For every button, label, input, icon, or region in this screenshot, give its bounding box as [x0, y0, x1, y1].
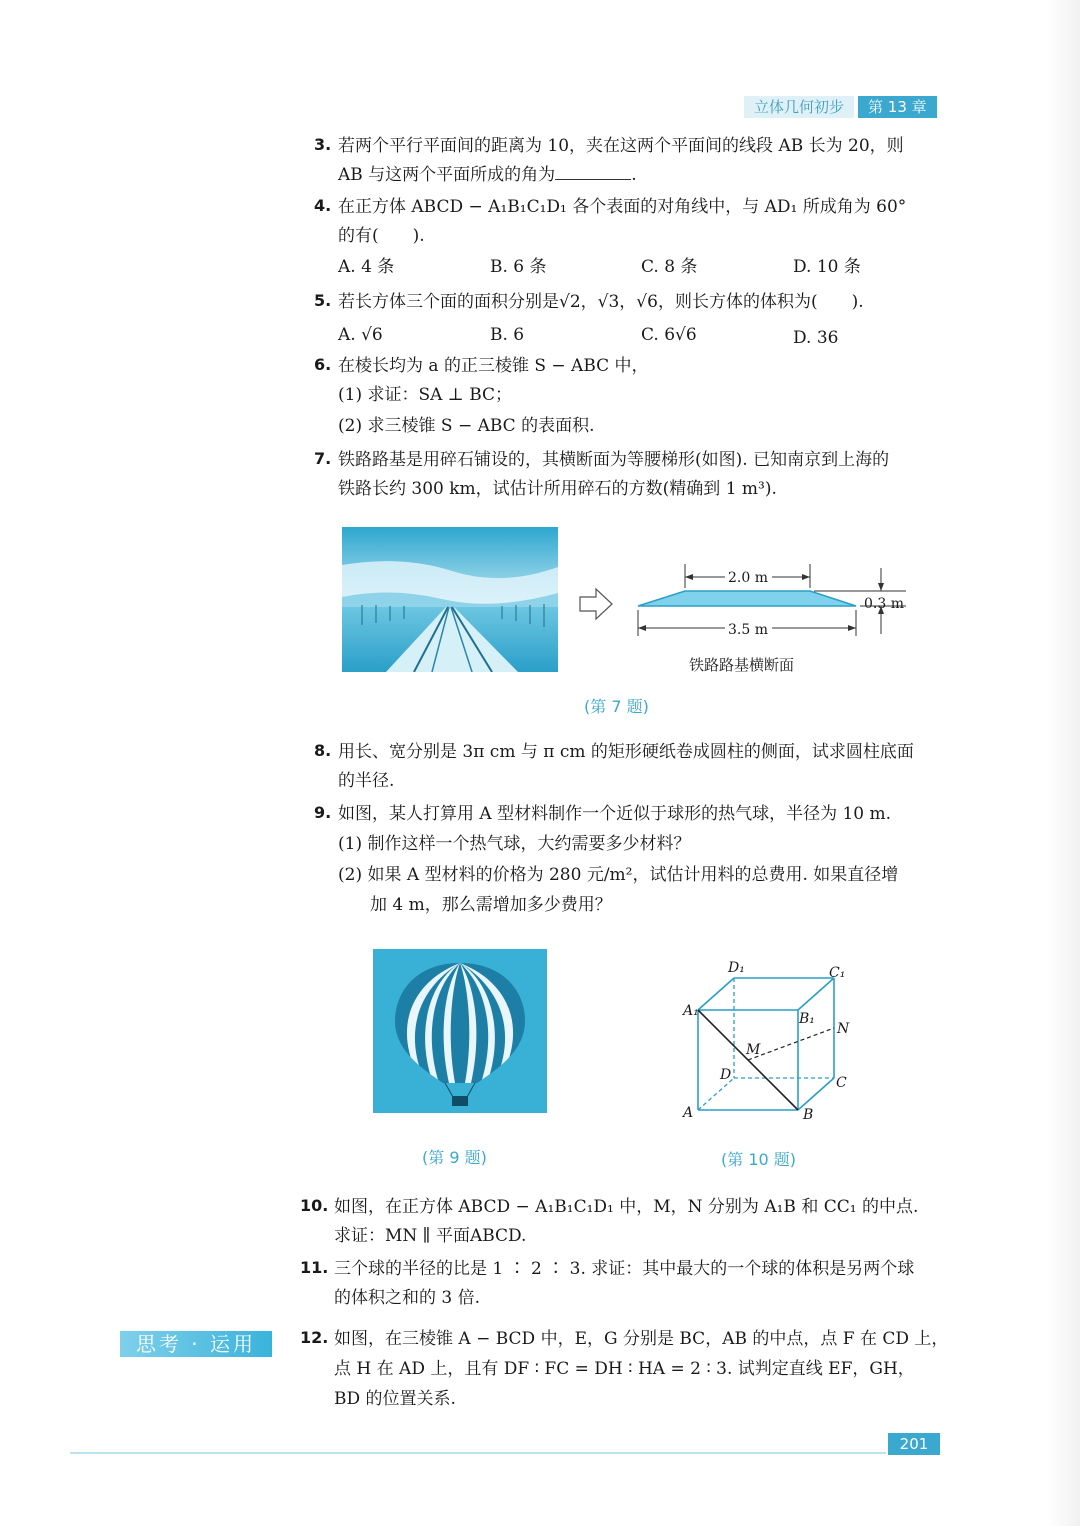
- point-m-label: M: [746, 1042, 761, 1058]
- sub-question-1: (1) 求证：SA ⊥ BC；: [338, 385, 513, 405]
- bottom-width-label: 3.5 m: [728, 622, 768, 638]
- point-n-label: N: [837, 1021, 850, 1037]
- question-number: 9.: [314, 803, 332, 822]
- question-text: BD 的位置关系.: [334, 1389, 456, 1409]
- vertex-a-label: A: [683, 1105, 694, 1121]
- vertex-a1-label: A₁: [683, 1003, 699, 1019]
- railway-image: [342, 527, 558, 672]
- sub-question-2: (2) 如果 A 型材料的价格为 280 元/m²，试估计用料的总费用. 如果直径增: [338, 865, 899, 885]
- question-text: 用长、宽分别是 3π cm 与 π cm 的矩形硬纸卷成圆柱的侧面，试求圆柱底面: [338, 742, 914, 762]
- chapter-header: [744, 96, 937, 118]
- figure-label: 铁路路基横断面: [689, 656, 795, 674]
- question-number: 6.: [314, 355, 332, 374]
- option-b: B. 6 条: [490, 257, 547, 277]
- vertex-d-label: D: [720, 1067, 732, 1083]
- question-text: 在正方体 ABCD − A₁B₁C₁D₁ 各个表面的对角线中，与 AD₁ 所成角为 60°: [338, 197, 907, 217]
- figure-caption-7: (第 7 题): [584, 697, 649, 716]
- sub-question-2: (2) 求三棱锥 S − ABC 的表面积.: [338, 416, 595, 436]
- top-width-label: 2.0 m: [728, 570, 768, 586]
- question-text: 求证：MN ∥ 平面ABCD.: [334, 1226, 527, 1246]
- question-text: 铁路路基是用碎石铺设的，其横断面为等腰梯形(如图). 已知南京到上海的: [338, 450, 890, 470]
- vertex-d1-label: D₁: [728, 960, 745, 976]
- option-b: B. 6: [490, 325, 525, 345]
- sub-question-1: (1) 制作这样一个热气球，大约需要多少材料？: [338, 834, 691, 854]
- arrow-right-icon: [578, 586, 614, 622]
- railway-photo: [342, 527, 558, 672]
- option-c: C. 6√6: [641, 325, 697, 345]
- option-d: D. 36: [793, 328, 839, 348]
- page-edge-shadow: [1048, 0, 1080, 1526]
- question-text: 若两个平行平面间的距离为 10，夹在这两个平面间的线段 AB 长为 20，则: [338, 136, 904, 156]
- question-text: 如图，某人打算用 A 型材料制作一个近似于球形的热气球，半径为 10 m.: [338, 804, 892, 824]
- vertex-b-label: B: [803, 1107, 814, 1123]
- page-number: 201: [888, 1433, 940, 1455]
- question-number: 12.: [300, 1328, 329, 1347]
- hot-air-balloon-image: [373, 949, 547, 1113]
- question-number: 3.: [314, 135, 332, 154]
- option-d: D. 10 条: [793, 257, 861, 277]
- question-text: 的有( ).: [338, 226, 425, 246]
- vertex-c1-label: C₁: [829, 965, 846, 981]
- question-number: 10.: [300, 1196, 329, 1215]
- question-text: 若长方体三个面的面积分别是√2，√3，√6，则长方体的体积为( ).: [338, 292, 864, 312]
- vertex-c-label: C: [836, 1075, 847, 1091]
- height-label: 0.3 m: [864, 596, 904, 612]
- header-title: 立体几何初步: [744, 96, 854, 118]
- question-text: 三个球的半径的比是 1 ∶ 2 ∶ 3. 求证：其中最大的一个球的体积是另两个球: [334, 1259, 915, 1279]
- sub-question-2-cont: 加 4 m，那么需增加多少费用？: [370, 895, 612, 915]
- question-text: 点 H 在 AD 上，且有 DF ∶ FC = DH ∶ HA = 2 ∶ 3. 试判定直线 EF，GH，: [334, 1359, 915, 1379]
- question-number: 5.: [314, 291, 332, 310]
- answer-blank: [555, 165, 631, 180]
- question-text: 如图，在正方体 ABCD − A₁B₁C₁D₁ 中，M，N 分别为 A₁B 和 CC₁ 的中点.: [334, 1197, 919, 1217]
- question-text: 如图，在三棱锥 A − BCD 中，E，G 分别是 BC，AB 的中点，点 F 在 CD 上，: [334, 1329, 949, 1349]
- header-chapter: 第 13 章: [858, 96, 937, 118]
- question-number: 8.: [314, 741, 332, 760]
- question-number: 4.: [314, 196, 332, 215]
- question-text: 在棱长均为 a 的正三棱锥 S − ABC 中，: [338, 356, 649, 376]
- footer-rule: [70, 1452, 886, 1454]
- section-tag: 思考 · 运用: [120, 1331, 272, 1357]
- question-text: [338, 164, 637, 186]
- question-text-part: AB 与这两个平面所成的角为: [338, 165, 556, 185]
- figure-caption-9: (第 9 题): [422, 1148, 487, 1167]
- option-a: A. √6: [338, 325, 383, 345]
- question-number: 7.: [314, 449, 332, 468]
- figure-caption-10: (第 10 题): [721, 1150, 797, 1169]
- question-text-part: .: [631, 165, 637, 185]
- balloon-photo: [373, 949, 547, 1113]
- question-text: 铁路长约 300 km，试估计所用碎石的方数(精确到 1 m³).: [338, 479, 777, 499]
- vertex-b1-label: B₁: [799, 1011, 815, 1027]
- question-number: 11.: [300, 1258, 329, 1277]
- option-a: A. 4 条: [338, 257, 395, 277]
- question-text: 的体积之和的 3 倍.: [334, 1288, 481, 1308]
- question-text: 的半径.: [338, 771, 395, 791]
- option-c: C. 8 条: [641, 257, 698, 277]
